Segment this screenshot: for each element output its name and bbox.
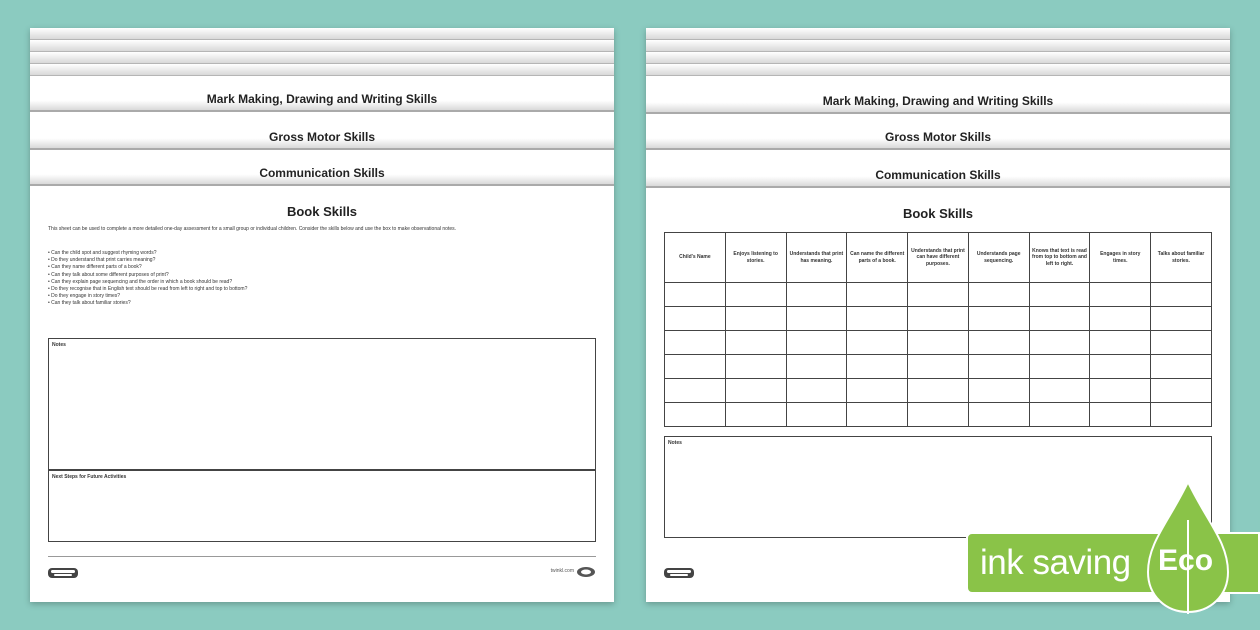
table-cell[interactable] [725,283,786,307]
table-cell[interactable] [1090,355,1151,379]
table-row [665,403,1212,427]
question-item: • Do they understand that print carries meaning? [48,257,596,264]
question-item: • Can they explain page sequencing and the order in which a book should be read? [48,279,596,286]
table-cell[interactable] [1090,283,1151,307]
table-cell[interactable] [968,331,1029,355]
ink-saving-text: ink saving [980,543,1131,582]
table-header-cell: Enjoys listening to stories. [725,233,786,283]
table-header-cell: Understands that print has meaning. [786,233,847,283]
table-cell[interactable] [968,355,1029,379]
section-header-mark-making: Mark Making, Drawing and Writing Skills [646,88,1230,114]
table-header-cell: Talks about familiar stories. [1151,233,1212,283]
section-header-communication: Communication Skills [30,160,614,186]
table-cell[interactable] [786,403,847,427]
table-cell[interactable] [1090,331,1151,355]
question-item: • Can they name different parts of a book? [48,264,596,271]
question-item: • Do they recognise that in English text should be read from left to right and top to bottom? [48,286,596,293]
next-steps-box[interactable] [48,470,596,542]
twinkl-badge-icon [576,566,596,578]
eco-label: Eco [1158,544,1214,577]
question-item: • Do they engage in story times? [48,293,596,300]
twinkl-logo-icon [48,566,82,580]
table-row [665,355,1212,379]
page-edge [646,64,1230,76]
skills-table [664,232,1212,427]
worksheet-right [646,28,1230,602]
table-cell[interactable] [665,331,726,355]
footer-url: twinkl.com [550,568,574,574]
table-cell[interactable] [1151,403,1212,427]
table-cell[interactable] [847,379,908,403]
table-row [665,331,1212,355]
next-steps-label: Next Steps for Future Activities [52,474,127,480]
section-header-communication: Communication Skills [646,162,1230,188]
table-cell[interactable] [847,331,908,355]
table-cell[interactable] [1151,355,1212,379]
page-title: Book Skills [286,204,358,219]
table-cell[interactable] [908,331,969,355]
table-cell[interactable] [1090,403,1151,427]
table-cell[interactable] [665,355,726,379]
page-stack-edges [30,28,614,78]
question-item: • Can they talk about familiar stories? [48,300,596,307]
page-edge [646,52,1230,64]
table-header-cell: Knows that text is read from top to bottom and left to right. [1029,233,1090,283]
table-cell[interactable] [908,403,969,427]
table-cell[interactable] [665,283,726,307]
table-row [665,283,1212,307]
table-cell[interactable] [968,283,1029,307]
table-cell[interactable] [786,307,847,331]
table-cell[interactable] [665,403,726,427]
table-cell[interactable] [725,379,786,403]
notes-box[interactable] [48,338,596,470]
page-title: Book Skills [902,206,974,221]
table-row [665,307,1212,331]
table-cell[interactable] [1029,307,1090,331]
table-cell[interactable] [968,307,1029,331]
table-cell[interactable] [847,403,908,427]
notes-label: Notes [668,440,682,446]
table-header-cell: Understands that print can have different purposes. [908,233,969,283]
table-cell[interactable] [908,379,969,403]
table-cell[interactable] [786,379,847,403]
table-cell[interactable] [908,283,969,307]
table-header-cell: Engages in story times. [1090,233,1151,283]
table-cell[interactable] [786,331,847,355]
table-cell[interactable] [725,403,786,427]
table-header-cell: Child's Name [665,233,726,283]
question-item: • Can the child spot and suggest rhyming words? [48,250,596,257]
table-row [665,379,1212,403]
table-cell[interactable] [1151,379,1212,403]
section-header-gross-motor: Gross Motor Skills [646,124,1230,150]
table-cell[interactable] [968,403,1029,427]
table-cell[interactable] [665,307,726,331]
table-cell[interactable] [1090,307,1151,331]
table-cell[interactable] [908,307,969,331]
table-cell[interactable] [1090,379,1151,403]
table-cell[interactable] [665,379,726,403]
section-header-gross-motor: Gross Motor Skills [30,124,614,150]
notes-label: Notes [52,342,66,348]
section-header-mark-making: Mark Making, Drawing and Writing Skills [30,86,614,112]
table-body [665,283,1212,427]
table-cell[interactable] [847,307,908,331]
page-stack-edges [646,28,1230,78]
notes-box[interactable] [664,436,1212,538]
table-cell[interactable] [847,355,908,379]
footer-divider [48,556,596,557]
intro-text: This sheet can be used to complete a more detailed one-day assessment for a small group or individual children. Consider the skills below and use the box to make observational notes. [48,226,457,232]
page-edge [30,40,614,52]
table-cell[interactable] [1029,283,1090,307]
table-cell[interactable] [847,283,908,307]
table-cell[interactable] [1029,331,1090,355]
table-header-row [665,233,1212,283]
worksheet-left [30,28,614,602]
page-edge [646,40,1230,52]
table-header-cell: Can name the different parts of a book. [847,233,908,283]
question-item: • Can they talk about some different purposes of print? [48,272,596,279]
table-cell[interactable] [1151,331,1212,355]
twinkl-logo-icon [664,566,698,580]
table-cell[interactable] [1029,355,1090,379]
table-cell[interactable] [786,355,847,379]
table-cell[interactable] [1151,307,1212,331]
table-header-cell: Understands page sequencing. [968,233,1029,283]
table-cell[interactable] [725,355,786,379]
table-cell[interactable] [1029,403,1090,427]
page-edge [646,28,1230,40]
table-cell[interactable] [908,355,969,379]
page-edge [30,28,614,40]
table-cell[interactable] [786,283,847,307]
table-cell[interactable] [968,379,1029,403]
question-list [48,250,596,308]
page-edge [30,52,614,64]
table-cell[interactable] [725,331,786,355]
table-cell[interactable] [725,307,786,331]
table-cell[interactable] [1029,379,1090,403]
page-edge [30,64,614,76]
table-cell[interactable] [1151,283,1212,307]
